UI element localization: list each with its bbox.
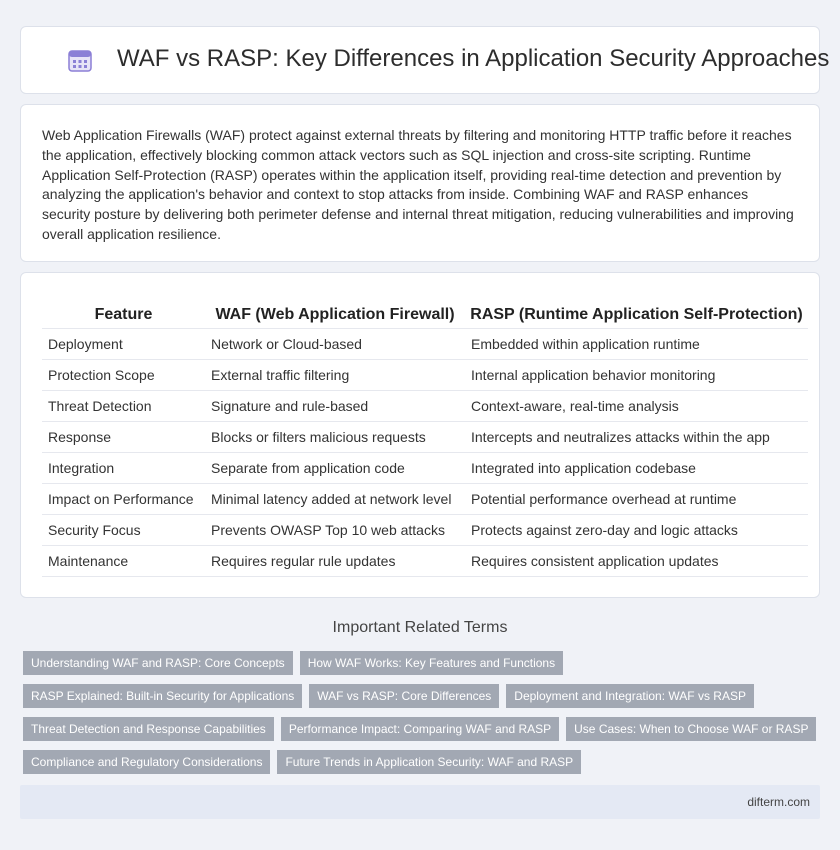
table-row (42, 483, 808, 514)
table-row (42, 390, 808, 421)
comparison-card (20, 272, 820, 598)
related-term-link[interactable]: Deployment and Integration: WAF vs RASP (506, 684, 754, 708)
related-term-link[interactable]: WAF vs RASP: Core Differences (309, 684, 499, 708)
tag-row (23, 684, 823, 708)
rasp-cell: Potential performance overhead at runtime (465, 483, 808, 514)
waf-cell: Blocks or filters malicious requests (205, 421, 465, 452)
page-title: WAF vs RASP: Key Differences in Application Security Approaches (117, 45, 830, 72)
intro-text: Web Application Firewalls (WAF) protect against external threats by filtering and monitoring HTTP traffic before it reaches the application, effectively blocking common attack vectors such as SQL injection and cross-site scripting. Runtime Application Self-Protection (RASP) operates within the application itself, providing real-time detection and prevention by analyzing the application's behavior and context to stop attacks from inside. Combining WAF and RASP enhances security posture by delivering both perimeter defense and internal threat mitigation, reducing vulnerabilities and improving overall application resilience. (42, 127, 794, 242)
related-terms-title: Important Related Terms (332, 619, 508, 636)
column-header-rasp: RASP (Runtime Application Self-Protection) (465, 303, 808, 328)
rasp-cell: Requires consistent application updates (465, 545, 808, 576)
waf-cell: Signature and rule-based (205, 390, 465, 421)
table-row (42, 359, 808, 390)
feature-cell: Security Focus (42, 514, 205, 545)
feature-cell: Impact on Performance (42, 483, 205, 514)
feature-cell: Integration (42, 452, 205, 483)
waf-cell: Separate from application code (205, 452, 465, 483)
table-row (42, 328, 808, 359)
tag-row (23, 717, 823, 741)
related-term-link[interactable]: Use Cases: When to Choose WAF or RASP (566, 717, 816, 741)
comparison-table (42, 303, 808, 577)
waf-cell: External traffic filtering (205, 359, 465, 390)
rasp-cell: Intercepts and neutralizes attacks within the app (465, 421, 808, 452)
related-term-link[interactable]: How WAF Works: Key Features and Functions (300, 651, 563, 675)
footer-site-link[interactable]: difterm.com (747, 795, 810, 809)
column-header-feature: Feature (42, 303, 205, 328)
column-header-waf: WAF (Web Application Firewall) (205, 303, 465, 328)
feature-cell: Deployment (42, 328, 205, 359)
rasp-cell: Protects against zero-day and logic attacks (465, 514, 808, 545)
waf-cell: Minimal latency added at network level (205, 483, 465, 514)
waf-cell: Network or Cloud-based (205, 328, 465, 359)
table-row (42, 514, 808, 545)
feature-cell: Maintenance (42, 545, 205, 576)
related-term-link[interactable]: Compliance and Regulatory Considerations (23, 750, 270, 774)
feature-cell: Protection Scope (42, 359, 205, 390)
related-term-link[interactable]: Future Trends in Application Security: WAF and RASP (277, 750, 581, 774)
related-term-link[interactable]: Performance Impact: Comparing WAF and RASP (281, 717, 559, 741)
feature-cell: Threat Detection (42, 390, 205, 421)
rasp-cell: Integrated into application codebase (465, 452, 808, 483)
footer (20, 785, 820, 819)
related-term-link[interactable]: RASP Explained: Built-in Security for Applications (23, 684, 302, 708)
related-term-link[interactable]: Threat Detection and Response Capabilities (23, 717, 274, 741)
table-row (42, 545, 808, 576)
waf-cell: Requires regular rule updates (205, 545, 465, 576)
table-row (42, 452, 808, 483)
tag-row (23, 651, 823, 675)
tag-row (23, 750, 823, 774)
table-header-row (42, 303, 808, 328)
rasp-cell: Context-aware, real-time analysis (465, 390, 808, 421)
feature-cell: Response (42, 421, 205, 452)
related-terms-list (23, 651, 823, 783)
waf-cell: Prevents OWASP Top 10 web attacks (205, 514, 465, 545)
intro-card (20, 104, 820, 262)
rasp-cell: Embedded within application runtime (465, 328, 808, 359)
rasp-cell: Internal application behavior monitoring (465, 359, 808, 390)
page-header (20, 26, 830, 94)
related-term-link[interactable]: Understanding WAF and RASP: Core Concepts (23, 651, 293, 675)
table-row (42, 421, 808, 452)
calendar-grid-icon (67, 47, 93, 73)
